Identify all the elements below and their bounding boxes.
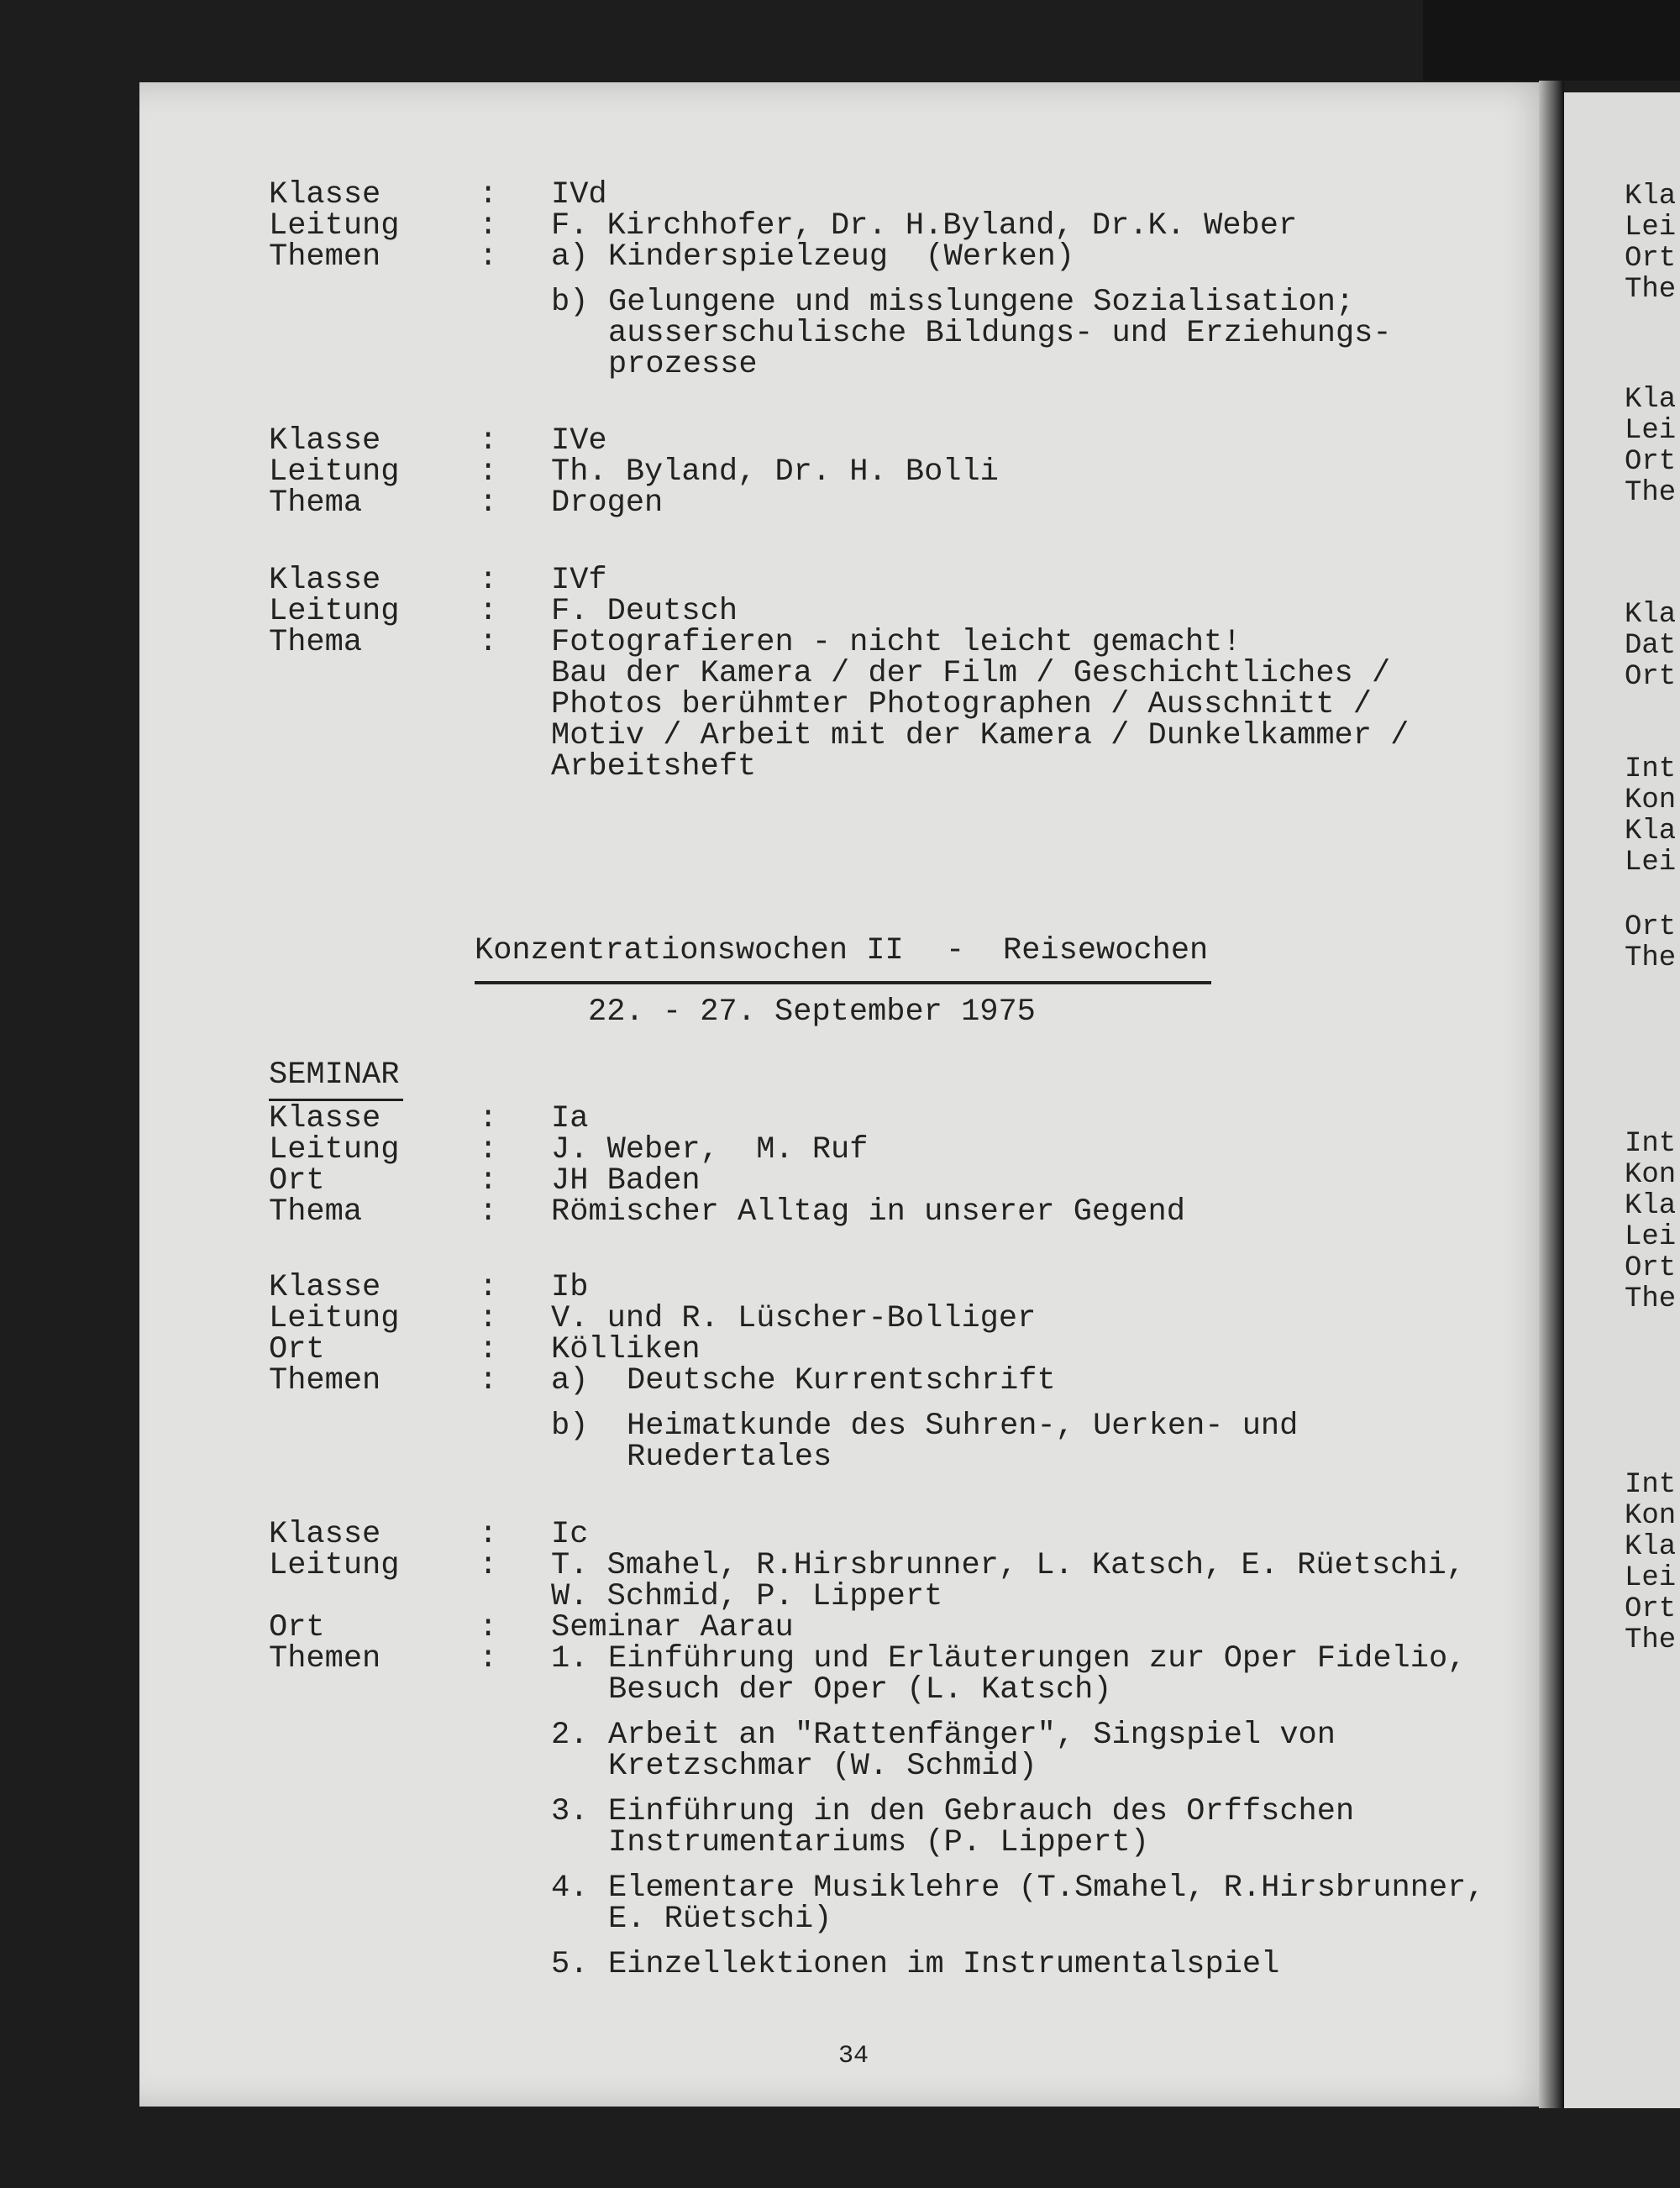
fragment-text: Kon [1625,1159,1677,1191]
fragment-text: Ort [1625,911,1677,943]
theme-text: ausserschulische Bildungs- und Erziehungs- [608,316,1392,351]
item-text: Elementare Musiklehre (T.Smahel, R.Hirsbrunner, [608,1871,1485,1906]
label-themen: Themen [269,1641,381,1676]
next-page-fragment-6 [1625,1129,1676,1315]
heading-dash: - [946,933,965,968]
label-thema: Thema [269,625,363,660]
item-text: Einführung und Erläuterungen zur Oper Fidelio, [608,1641,1467,1676]
colon: : [479,1301,498,1336]
label-thema: Thema [269,1194,363,1230]
colon: : [479,563,498,598]
entry-ia [269,1101,1495,1230]
next-page-fragment-1 [1625,181,1676,306]
entry-ib [269,1272,1495,1473]
colon: : [479,1641,498,1676]
value-ort: Kölliken [551,1332,701,1367]
next-page-fragment-5 [1625,912,1676,974]
label-themen: Themen [269,239,381,275]
item-text: Einzellektionen im Instrumentalspiel [608,1947,1280,1982]
value-leitung: F. Deutsch [551,594,738,629]
heading-date: 22. - 27. September 1975 [588,994,1036,1030]
fragment-text: Kla [1625,599,1677,631]
thema-continuation: Arbeitsheft [551,749,757,784]
value-ort: Seminar Aarau [551,1610,794,1645]
theme-marker: b) [551,285,589,320]
scan-background [1423,0,1680,81]
value-leitung: F. Kirchhofer, Dr. H.Byland, Dr.K. Weber [551,208,1298,244]
value-leitung: T. Smahel, R.Hirsbrunner, L. Katsch, E. Rüetschi, [551,1548,1465,1583]
entry-ivf [269,565,1495,783]
fragment-text: The [1625,942,1677,974]
fragment-text: Ort [1625,661,1677,693]
thema-continuation: Bau der Kamera / der Film / Geschichtliches / [551,656,1391,691]
colon: : [479,239,498,275]
label-themen: Themen [269,1363,381,1398]
fragment-text: Dat [1625,630,1677,662]
colon: : [479,594,498,629]
colon: : [479,1610,498,1645]
fragment-text: Int [1625,1128,1677,1160]
theme-marker: a) [551,239,589,275]
fragment-text: Kla [1625,1531,1677,1563]
colon: : [479,1363,498,1398]
value-thema: Fotografieren - nicht leicht gemacht! [551,625,1242,660]
value-leitung: W. Schmid, P. Lippert [551,1579,943,1614]
colon: : [479,1517,498,1552]
colon: : [479,1163,498,1199]
label-leitung: Leitung [269,1132,400,1167]
fragment-text: The [1625,1624,1677,1656]
theme-marker: a) [551,1363,589,1398]
fragment-text: The [1625,477,1677,509]
item-text: Einführung in den Gebrauch des Orffschen [608,1794,1355,1829]
value-klasse: IVd [551,177,607,213]
fragment-text: Kla [1625,181,1677,213]
entry-ic [269,1519,1495,1981]
theme-text: Ruedertales [627,1440,832,1475]
fragment-text: Ort [1625,243,1677,275]
next-page-fragment-4 [1625,754,1676,879]
label-leitung: Leitung [269,1301,400,1336]
item-number: 4. [551,1871,589,1906]
value-thema: Römischer Alltag in unserer Gegend [551,1194,1185,1230]
item-number: 3. [551,1794,589,1829]
theme-marker: b) [551,1409,589,1444]
value-klasse: IVf [551,563,607,598]
item-text: E. Rüetschi) [608,1902,832,1937]
fragment-text: Ort [1625,1252,1677,1284]
fragment-text: The [1625,1283,1677,1315]
entry-ive [269,423,1495,521]
value-thema: Drogen [551,485,664,521]
fragment-text: Kon [1625,1500,1677,1532]
next-page-fragment-7 [1625,1470,1676,1656]
colon: : [479,423,498,459]
value-klasse: IVe [551,423,607,459]
label-klasse: Klasse [269,1101,381,1136]
label-klasse: Klasse [269,563,381,598]
fragment-text: Lei [1625,212,1677,244]
heading-title-right: Reisewochen [1003,933,1209,968]
heading-underline [475,981,1211,984]
colon: : [479,1332,498,1367]
thema-continuation: Photos berühmter Photographen / Ausschnitt / [551,687,1372,722]
fragment-text: Lei [1625,1562,1677,1594]
theme-text: Heimatkunde des Suhren-, Uerken- und [627,1409,1299,1444]
fragment-text: The [1625,274,1677,306]
item-text: Instrumentariums (P. Lippert) [608,1825,1149,1860]
item-number: 1. [551,1641,589,1676]
item-text: Besuch der Oper (L. Katsch) [608,1672,1112,1708]
fragment-text: Lei [1625,847,1677,879]
fragment-text: Int [1625,1469,1677,1501]
fragment-text: Kla [1625,1190,1677,1222]
item-text: Arbeit an "Rattenfänger", Singspiel von [608,1718,1336,1753]
item-number: 2. [551,1718,589,1753]
label-klasse: Klasse [269,423,381,459]
fragment-text: Ort [1625,446,1677,478]
colon: : [479,1194,498,1230]
colon: : [479,1270,498,1305]
label-klasse: Klasse [269,1270,381,1305]
theme-text: Gelungene und misslungene Sozialisation; [608,285,1355,320]
value-leitung: J. Weber, M. Ruf [551,1132,869,1167]
value-klasse: Ia [551,1101,589,1136]
label-ort: Ort [269,1163,325,1199]
fragment-text: Kla [1625,384,1677,416]
next-page-fragment-2 [1625,385,1676,509]
value-leitung: V. und R. Lüscher-Bolliger [551,1301,1037,1336]
colon: : [479,1132,498,1167]
fragment-text: Lei [1625,1221,1677,1253]
item-number: 5. [551,1947,589,1982]
section-label-seminar: SEMINAR [269,1057,400,1093]
colon: : [479,1548,498,1583]
label-thema: Thema [269,485,363,521]
thema-continuation: Motiv / Arbeit mit der Kamera / Dunkelkammer / [551,718,1410,753]
label-leitung: Leitung [269,454,400,490]
label-klasse: Klasse [269,177,381,213]
label-ort: Ort [269,1332,325,1367]
fragment-text: Ort [1625,1593,1677,1625]
colon: : [479,485,498,521]
item-text: Kretzschmar (W. Schmid) [608,1749,1037,1784]
value-klasse: Ic [551,1517,589,1552]
colon: : [479,625,498,660]
fragment-text: Lei [1625,415,1677,447]
fragment-text: Int [1625,753,1677,785]
fragment-text: Kon [1625,784,1677,816]
theme-text: prozesse [608,347,758,382]
colon: : [479,454,498,490]
colon: : [479,208,498,244]
theme-text: Deutsche Kurrentschrift [627,1363,1056,1398]
label-leitung: Leitung [269,594,400,629]
value-ort: JH Baden [551,1163,701,1199]
next-page-fragment-3 [1625,600,1676,693]
colon: : [479,1101,498,1136]
book-gutter [1539,81,1564,2108]
page-number: 34 [838,2042,869,2070]
value-leitung: Th. Byland, Dr. H. Bolli [551,454,999,490]
label-leitung: Leitung [269,208,400,244]
entry-ivd [269,177,1495,382]
label-ort: Ort [269,1610,325,1645]
heading-title-left: Konzentrationswochen II [475,933,904,968]
fragment-text: Kla [1625,816,1677,847]
theme-text: Kinderspielzeug (Werken) [608,239,1075,275]
value-klasse: Ib [551,1270,589,1305]
label-klasse: Klasse [269,1517,381,1552]
colon: : [479,177,498,213]
label-leitung: Leitung [269,1548,400,1583]
